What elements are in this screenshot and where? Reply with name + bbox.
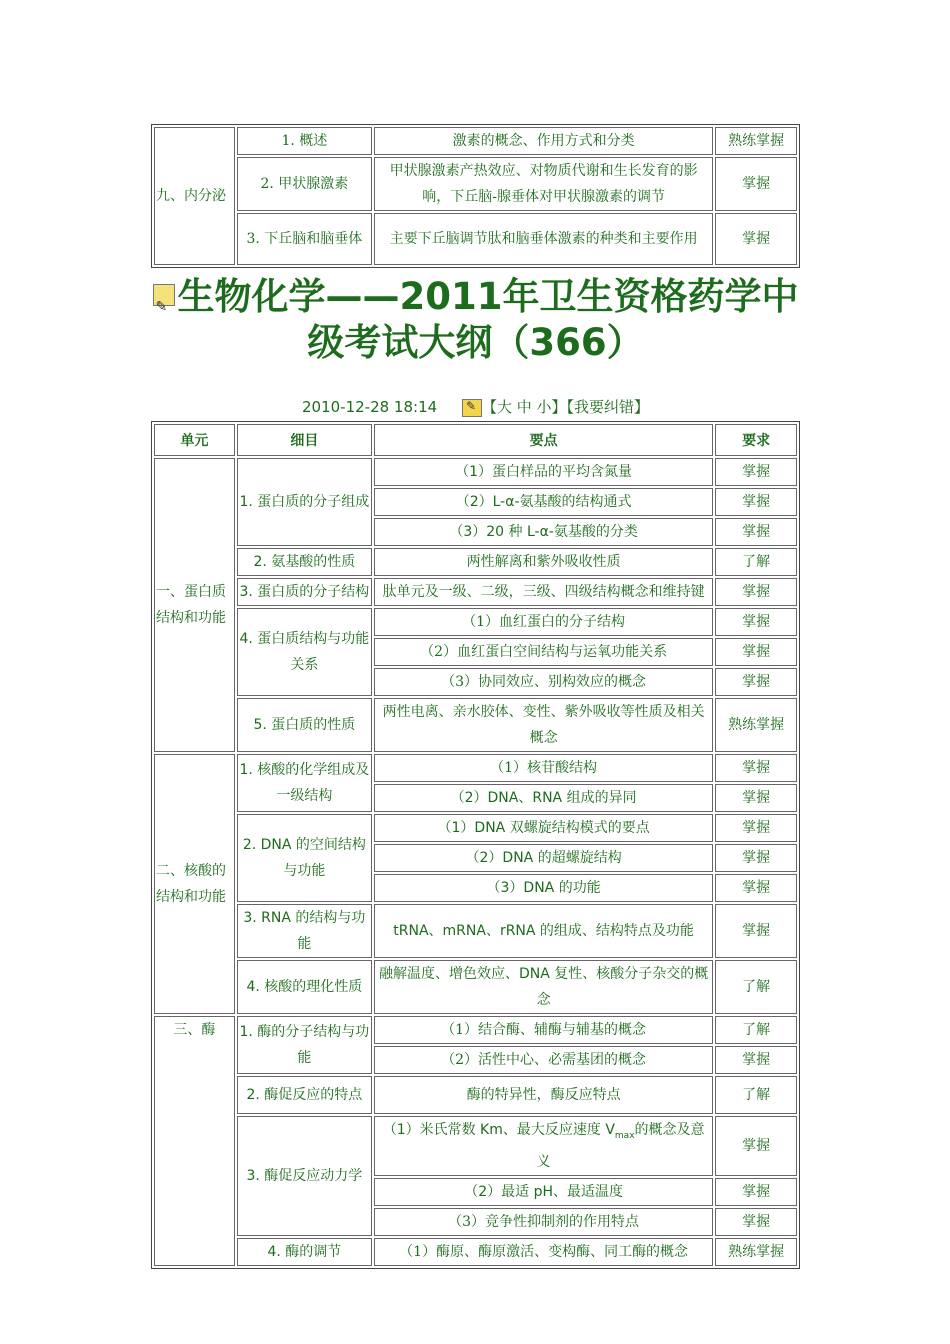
point-cell: （3）竞争性抑制剂的作用特点 [374,1208,713,1236]
requirement-cell: 掌握 [715,488,797,516]
point-cell: （3）协同效应、别构效应的概念 [374,668,713,696]
unit-cell: 九、内分泌 [154,127,235,265]
requirement-cell: 掌握 [715,784,797,812]
point-cell: 两性解离和紫外吸收性质 [374,548,713,576]
point-cell: 甲状腺激素产热效应、对物质代谢和生长发育的影响，下丘脑-腺垂体对甲状腺激素的调节 [374,157,713,211]
item-cell: 4. 蛋白质结构与功能关系 [237,608,372,696]
point-cell: （1）血红蛋白的分子结构 [374,608,713,636]
item-cell: 2. 甲状腺激素 [237,157,372,211]
point-cell: （1）米氏常数 Km、最大反应速度 $V_{max}$的概念及意义 [374,1116,713,1176]
item-cell: 5. 蛋白质的性质 [237,698,372,752]
point-cell: （2）活性中心、必需基团的概念 [374,1046,713,1074]
header-point: 要点 [374,424,713,456]
requirement-cell: 掌握 [715,608,797,636]
point-cell: 两性电离、亲水胶体、变性、紫外吸收等性质及相关概念 [374,698,713,752]
requirement-cell: 掌握 [715,1046,797,1074]
requirement-cell: 了解 [715,1076,797,1114]
point-cell: 主要下丘脑调节肽和脑垂体激素的种类和主要作用 [374,213,713,265]
item-cell: 1. 蛋白质的分子组成 [237,458,372,546]
point-cell: （1）酶原、酶原激活、变构酶、同工酶的概念 [374,1238,713,1266]
article-title: ✎生物化学——2011年卫生资格药学中级考试大纲（366） [151,274,800,366]
requirement-cell: 熟练掌握 [715,1238,797,1266]
requirement-cell: 掌握 [715,668,797,696]
item-cell: 4. 核酸的理化性质 [237,960,372,1014]
requirement-cell: 了解 [715,1016,797,1044]
requirement-cell: 掌握 [715,904,797,958]
point-cell: tRNA、mRNA、rRNA 的组成、结构特点及功能 [374,904,713,958]
requirement-cell: 掌握 [715,1116,797,1176]
point-cell: 酶的特异性，酶反应特点 [374,1076,713,1114]
requirement-cell: 熟练掌握 [715,127,797,155]
item-cell: 3. 蛋白质的分子结构 [237,578,372,606]
pencil-icon [462,399,482,417]
requirement-cell: 掌握 [715,844,797,872]
requirement-cell: 熟练掌握 [715,698,797,752]
requirement-cell: 了解 [715,960,797,1014]
font-size-links[interactable]: 【大 中 小】 [481,398,567,416]
point-cell: （1）核苷酸结构 [374,754,713,782]
report-error-link[interactable]: 【我要纠错】 [566,398,649,416]
point-cell: （1）DNA 双螺旋结构模式的要点 [374,814,713,842]
unit-cell: 一、蛋白质结构和功能 [154,458,235,752]
requirement-cell: 了解 [715,548,797,576]
requirement-cell: 掌握 [715,1178,797,1206]
header-requirement: 要求 [715,424,797,456]
header-unit: 单元 [154,424,235,456]
unit-cell: 二、核酸的结构和功能 [154,754,235,1014]
item-cell: 2. DNA 的空间结构与功能 [237,814,372,902]
requirement-cell: 掌握 [715,638,797,666]
item-cell: 2. 氨基酸的性质 [237,548,372,576]
item-cell: 3. RNA 的结构与功能 [237,904,372,958]
edit-icon [153,284,175,306]
requirement-cell: 掌握 [715,578,797,606]
endocrine-syllabus-table [151,124,800,268]
requirement-cell: 掌握 [715,814,797,842]
item-cell: 1. 概述 [237,127,372,155]
point-cell: 融解温度、增色效应、DNA 复性、核酸分子杂交的概念 [374,960,713,1014]
item-cell: 1. 酶的分子结构与功能 [237,1016,372,1074]
point-cell: （2）L-α-氨基酸的结构通式 [374,488,713,516]
header-item: 细目 [237,424,372,456]
item-cell: 3. 酶促反应动力学 [237,1116,372,1236]
point-cell: （1）结合酶、辅酶与辅基的概念 [374,1016,713,1044]
point-cell: （2）最适 pH、最适温度 [374,1178,713,1206]
article-meta [151,396,800,417]
point-cell: （2）血红蛋白空间结构与运氧功能关系 [374,638,713,666]
requirement-cell: 掌握 [715,754,797,782]
point-cell: 肽单元及一级、二级，三级、四级结构概念和维持键 [374,578,713,606]
requirement-cell: 掌握 [715,213,797,265]
point-cell: （2）DNA、RNA 组成的异同 [374,784,713,812]
item-cell: 2. 酶促反应的特点 [237,1076,372,1114]
item-cell: 3. 下丘脑和脑垂体 [237,213,372,265]
item-cell: 4. 酶的调节 [237,1238,372,1266]
requirement-cell: 掌握 [715,1208,797,1236]
point-cell: 激素的概念、作用方式和分类 [374,127,713,155]
requirement-cell: 掌握 [715,518,797,546]
document-page [151,124,800,1269]
requirement-cell: 掌握 [715,874,797,902]
publish-date: 2010-12-28 18:14 [301,398,438,416]
point-cell: （3）DNA 的功能 [374,874,713,902]
unit-cell: 三、酶 [154,1016,235,1266]
item-cell: 1. 核酸的化学组成及一级结构 [237,754,372,812]
point-cell: （1）蛋白样品的平均含氮量 [374,458,713,486]
requirement-cell: 掌握 [715,458,797,486]
requirement-cell: 掌握 [715,157,797,211]
point-cell: （3）20 种 L-α-氨基酸的分类 [374,518,713,546]
biochemistry-syllabus-table [151,421,800,1269]
point-cell: （2）DNA 的超螺旋结构 [374,844,713,872]
